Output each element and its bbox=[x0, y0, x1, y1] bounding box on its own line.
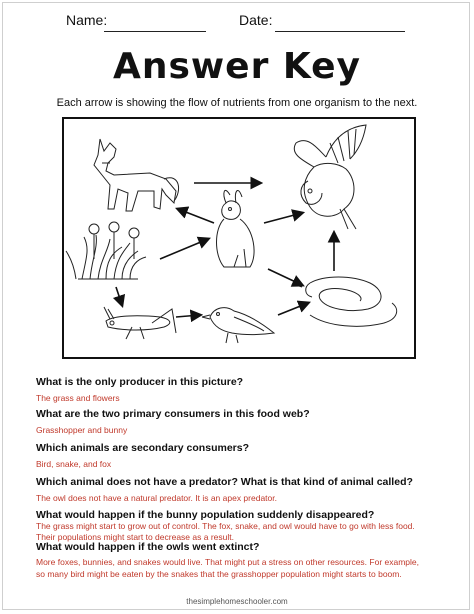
instructions: Each arrow is showing the flow of nutrients from one organism to the next. bbox=[56, 97, 418, 109]
answer-2: Grasshopper and bunny bbox=[36, 425, 128, 435]
food-web-drawing bbox=[64, 119, 414, 357]
answer-4: The owl does not have a natural predator. It is an apex predator. bbox=[36, 493, 277, 503]
owl-icon bbox=[294, 125, 366, 229]
food-web-diagram bbox=[62, 117, 416, 359]
answer-1: The grass and flowers bbox=[36, 393, 120, 403]
rabbit-icon bbox=[217, 190, 255, 267]
question-6: What would happen if the owls went extinct? bbox=[36, 541, 260, 553]
arrows bbox=[116, 183, 334, 317]
page-title: Answer Key bbox=[112, 46, 362, 87]
question-5: What would happen if the bunny population suddenly disappeared? bbox=[36, 509, 375, 521]
answer-6-line-2: so many bird might be eaten by the snakes that the grasshopper population might starts to boom. bbox=[36, 569, 402, 579]
question-2: What are the two primary consumers in this food web? bbox=[36, 408, 310, 420]
header bbox=[0, 12, 474, 32]
name-line bbox=[104, 31, 206, 32]
date-line bbox=[275, 31, 405, 32]
bird-icon bbox=[202, 308, 274, 343]
date-label: Date: bbox=[239, 12, 273, 28]
snake-icon bbox=[296, 277, 397, 326]
name-label: Name: bbox=[66, 12, 108, 28]
answer-5-line-2: Their populations might start to decrease as a result. bbox=[36, 532, 234, 542]
grasshopper-icon bbox=[104, 307, 176, 339]
question-4: Which animal does not have a predator? What is that kind of animal called? bbox=[36, 476, 413, 488]
footer-website: thesimplehomeschooler.com bbox=[186, 597, 288, 606]
question-3: Which animals are secondary consumers? bbox=[36, 442, 249, 454]
answer-3: Bird, snake, and fox bbox=[36, 459, 112, 469]
question-1: What is the only producer in this picture? bbox=[36, 376, 244, 388]
fox-icon bbox=[94, 139, 179, 211]
answer-6-line-1: More foxes, bunnies, and snakes would live. That might put a stress on other resources. For example, bbox=[36, 557, 420, 567]
answer-5-line-1: The grass might start to grow out of control. The fox, snake, and owl would have to go with less food. bbox=[36, 521, 415, 531]
flowers-grass-icon bbox=[66, 222, 146, 279]
